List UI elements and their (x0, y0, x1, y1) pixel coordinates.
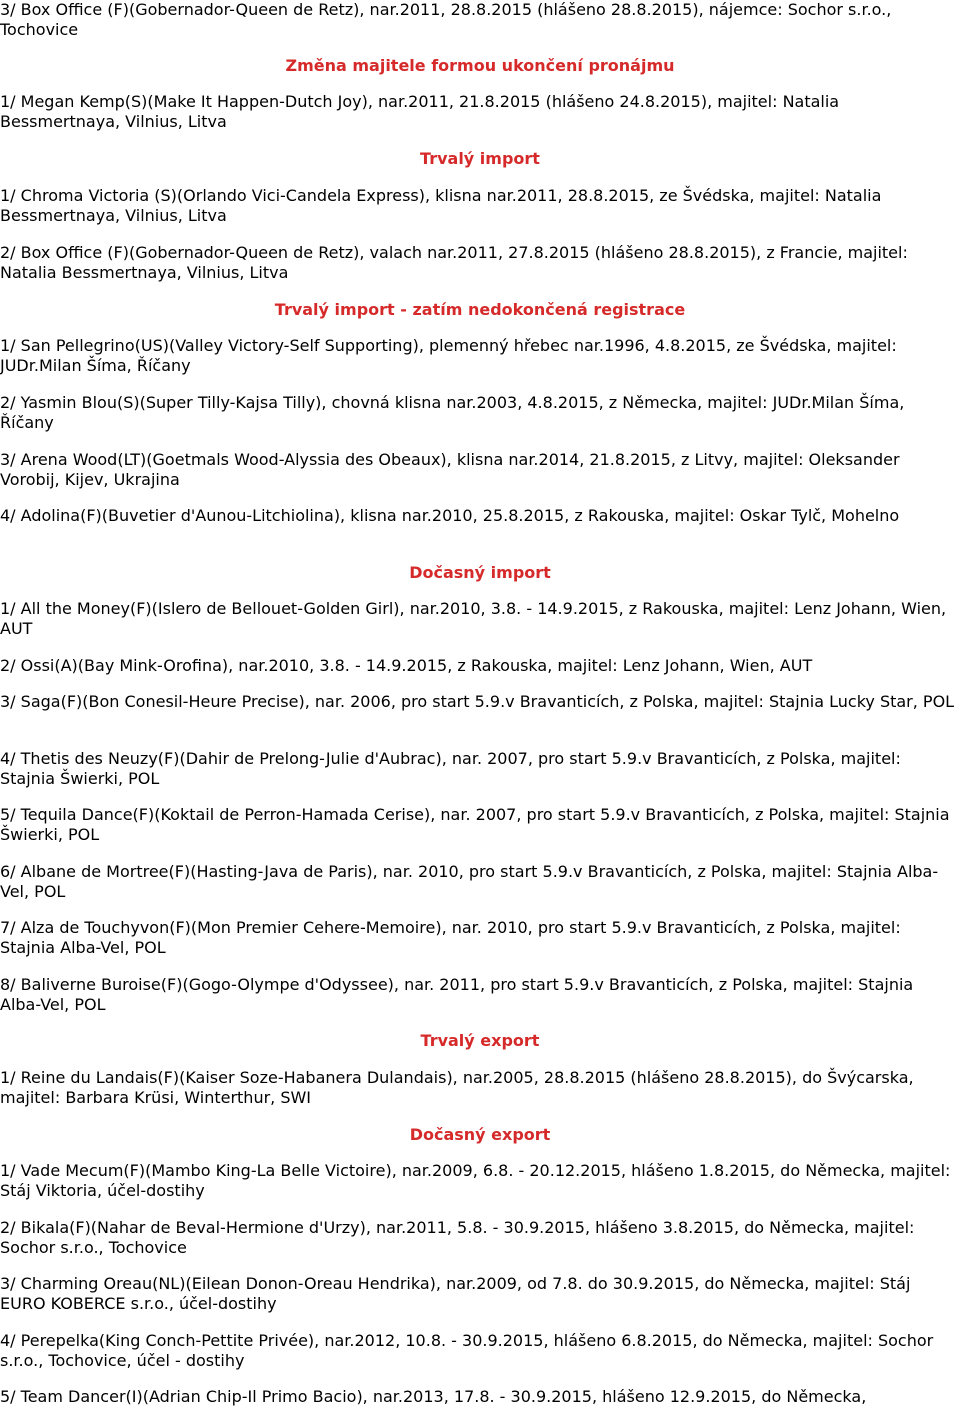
list-item: 1/ Vade Mecum(F)(Mambo King-La Belle Victoire), nar.2009, 6.8. - 20.12.2015, hlášeno 1.8.2015, do Německa, majitel: Stáj Viktoria, účel-dostihy (0, 1161, 951, 1200)
list-item: 2/ Box Office (F)(Gobernador-Queen de Retz), valach nar.2011, 27.8.2015 (hlášeno 28.8.2015), z Francie, majitel: Natalia Bessmertnaya, Vilnius, Litva (0, 243, 908, 282)
list-item: 8/ Baliverne Buroise(F)(Gogo-Olympe d'Odyssee), nar. 2011, pro start 5.9.v Bravanticích, z Polska, majitel: Stajnia Alba-Vel, POL (0, 975, 914, 1014)
list-item: 7/ Alza de Touchyvon(F)(Mon Premier Cehere-Memoire), nar. 2010, pro start 5.9.v Bravanticích, z Polska, majitel: Stajnia Alba-Vel, POL (0, 918, 901, 957)
list-item: 2/ Ossi(A)(Bay Mink-Orofina), nar.2010, 3.8. - 14.9.2015, z Rakouska, majitel: Lenz Johann, Wien, AUT (0, 656, 813, 675)
list-item: 4/ Perepelka(King Conch-Pettite Privée), nar.2012, 10.8. - 30.9.2015, hlášeno 6.8.2015, do Německa, majitel: Sochor s.r.o., Tochovice, účel - dostihy (0, 1331, 934, 1370)
list-item: 3/ Saga(F)(Bon Conesil-Heure Precise), nar. 2006, pro start 5.9.v Bravanticích, z Polska, majitel: Stajnia Lucky Star, POL (0, 692, 955, 711)
list-item: 3/ Box Office (F)(Gobernador-Queen de Retz), nar.2011, 28.8.2015 (hlášeno 28.8.2015), nájemce: Sochor s.r.o., Tochovice (0, 0, 892, 39)
section-heading: Dočasný import (409, 563, 551, 582)
list-item: 1/ Chroma Victoria (S)(Orlando Vici-Candela Express), klisna nar.2011, 28.8.2015, ze Švédska, majitel: Natalia Bessmertnaya, Vilnius, Litva (0, 186, 882, 225)
list-item: 1/ San Pellegrino(US)(Valley Victory-Self Supporting), plemenný hřebec nar.1996, 4.8.2015, ze Švédska, majitel: JUDr.Milan Šíma, Říčany (0, 336, 897, 375)
list-item: 5/ Team Dancer(I)(Adrian Chip-Il Primo Bacio), nar.2013, 17.8. - 30.9.2015, hlášeno 12.9.2015, do Německa, (0, 1387, 867, 1406)
list-item: 2/ Yasmin Blou(S)(Super Tilly-Kajsa Tilly), chovná klisna nar.2003, 4.8.2015, z Německa, majitel: JUDr.Milan Šíma, Říčany (0, 393, 905, 432)
section-heading: Dočasný export (409, 1125, 551, 1144)
list-item: 1/ Megan Kemp(S)(Make It Happen-Dutch Joy), nar.2011, 21.8.2015 (hlášeno 24.8.2015), majitel: Natalia Bessmertnaya, Vilnius, Litva (0, 92, 840, 131)
list-item: 5/ Tequila Dance(F)(Koktail de Perron-Hamada Cerise), nar. 2007, pro start 5.9.v Bravanticích, z Polska, majitel: Stajnia Šwierki, POL (0, 805, 950, 844)
section-heading: Trvalý export (420, 1031, 540, 1050)
list-item: 2/ Bikala(F)(Nahar de Beval-Hermione d'Urzy), nar.2011, 5.8. - 30.9.2015, hlášeno 3.8.2015, do Německa, majitel: Sochor s.r.o., Tochovice (0, 1218, 915, 1257)
section-heading: Změna majitele formou ukončení pronájmu (285, 56, 675, 75)
list-item: 3/ Charming Oreau(NL)(Eilean Donon-Oreau Hendrika), nar.2009, od 7.8. do 30.9.2015, do Německa, majitel: Stáj EURO KOBERCE s.r.o., účel-dostihy (0, 1274, 911, 1313)
list-item: 1/ Reine du Landais(F)(Kaiser Soze-Habanera Dulandais), nar.2005, 28.8.2015 (hlášeno 28.8.2015), do Švýcarska, majitel: Barbara Krüsi, Winterthur, SWI (0, 1068, 914, 1107)
list-item: 3/ Arena Wood(LT)(Goetmals Wood-Alyssia des Obeaux), klisna nar.2014, 21.8.2015, z Litvy, majitel: Oleksander Vorobij, Kijev, Ukrajina (0, 450, 900, 489)
list-item: 6/ Albane de Mortree(F)(Hasting-Java de Paris), nar. 2010, pro start 5.9.v Bravanticích, z Polska, majitel: Stajnia Alba-Vel, POL (0, 862, 939, 901)
section-heading: Trvalý import - zatím nedokončená registrace (274, 300, 686, 319)
section-heading: Trvalý import (420, 149, 540, 168)
list-item: 4/ Adolina(F)(Buvetier d'Aunou-Litchiolina), klisna nar.2010, 25.8.2015, z Rakouska, majitel: Oskar Tylč, Mohelno (0, 506, 900, 525)
list-item: 4/ Thetis des Neuzy(F)(Dahir de Prelong-Julie d'Aubrac), nar. 2007, pro start 5.9.v Bravanticích, z Polska, majitel: Stajnia Šwierki, POL (0, 749, 901, 788)
list-item: 1/ All the Money(F)(Islero de Bellouet-Golden Girl), nar.2010, 3.8. - 14.9.2015, z Rakouska, majitel: Lenz Johann, Wien, AUT (0, 599, 947, 638)
